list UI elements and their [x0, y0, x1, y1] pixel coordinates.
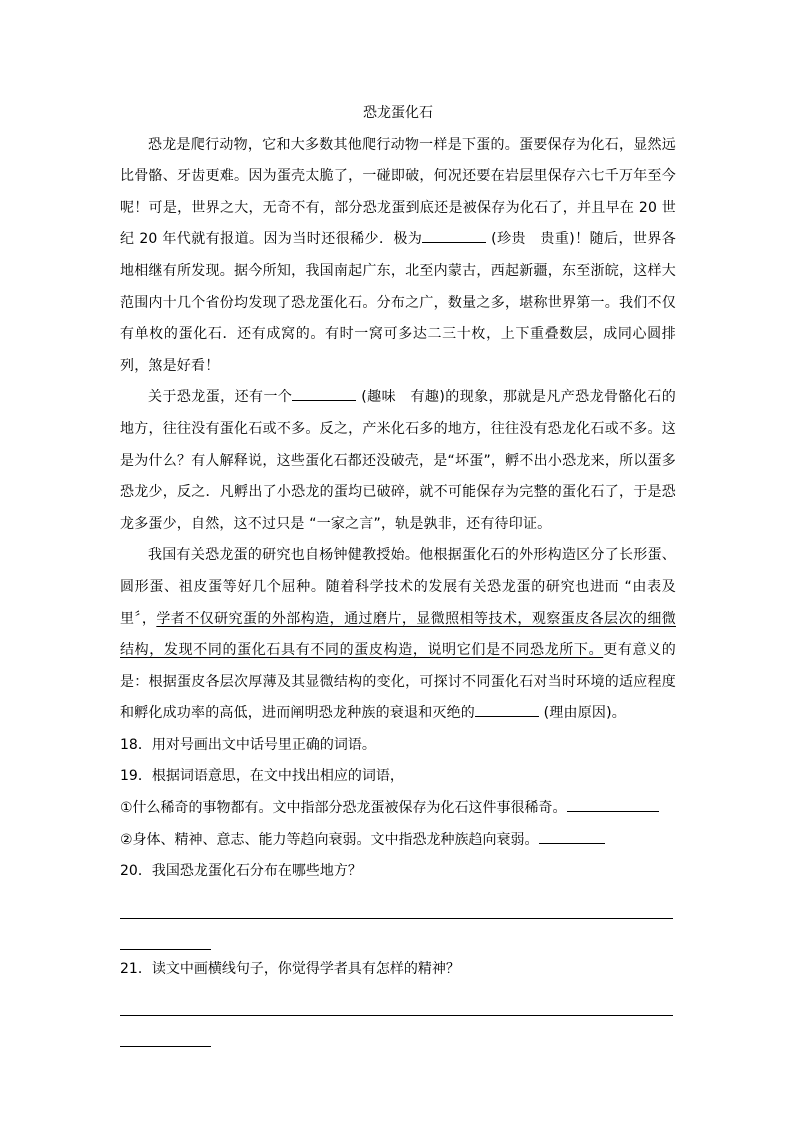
fill-blank-3[interactable] [475, 702, 539, 717]
paragraph-2-text-a: 关于恐龙蛋，还有一个 [148, 389, 293, 406]
paragraph-1-text-a: 恐龙是爬行动物，它和大多数其他爬行动物一样是下蛋的。蛋要保存为化石，显然远比骨骼、牙齿更难。因为蛋壳太脆了，一碰即破，何况还要在岩层里保存六七千万年至今呢！可是，世界之大，无奇不有，部分恐龙蛋到底还是被保存为化石了，并且早在 20 世纪 20 年代就有报道。因为当时还很稀少．极为 [120, 136, 676, 248]
fill-blank-1[interactable] [422, 228, 486, 243]
question-18: 18．用对号画出文中话号里正确的词语。 [120, 736, 376, 753]
paragraph-3-text-a: 我国有关恐龙蛋的研究也自杨钟健教授始。他根据蛋化石的外形构造区分了长形蛋、圆形蛋、祖皮蛋等好几个屈种。随着科学技术的发展有关恐龙蛋的研究也进而 “由表及里〞， [120, 547, 676, 627]
question-19-item-2-text: ②身体、精神、意志、能力等趋向衰弱。文中指恐龙种族趋向衰弱。 [120, 831, 539, 848]
answer-line-20-a[interactable] [120, 888, 673, 919]
paragraph-3-text-b: 更有意义的是：根据蛋皮各层次厚薄及其显微结构的变化，可探讨不同蛋化石对当时环境的适应程度和孵化成功率的高低，进而阐明恐龙种族的衰退和灭绝的 [120, 642, 676, 722]
answer-line-20-b[interactable] [120, 919, 211, 950]
word-choice-1: (珍贵 贵重) [486, 231, 575, 248]
document-page [120, 98, 676, 1047]
answer-blank-19-1[interactable] [567, 797, 659, 812]
paragraph-1-text-b: ！随后，世界各地相继有所发现。据今所知，我国南起广东，北至内蒙古，西起新疆，东至浙皖，这样大范围内十几个省份均发现了恐龙蛋化石。分布之广，数量之多，堪称世界第一。我们不仅有单枚的蛋化石．还有成窝的。有时一窝可多达二三十枚，上下重叠数层，成同心圆排列，煞是好看！ [120, 231, 676, 374]
answer-line-21-b[interactable] [120, 1016, 211, 1047]
word-choice-2: (趣味 有趣) [356, 389, 446, 406]
question-21: 21．读文中画横线句子，你觉得学者具有怎样的精神？ [120, 960, 460, 977]
paragraph-2-text-b: 的现象，那就是凡产恐龙骨骼化石的地方，往往没有蛋化石或不多。反之，产米化石多的地方，往往没有恐龙化石或不多。这是为什么？有人解释说，这些蛋化石都还没破壳，是“坏蛋”，孵不出小恐龙来，所以蛋多恐龙少，反之．凡孵出了小恐龙的蛋均已破碎，就不可能保存为完整的蛋化石了，于是恐龙多蛋少，自然，这不过只是 “一家之言”，轨是孰非，还有待印证。 [120, 389, 677, 532]
question-19: 19．根据词语意思，在文中找出相应的词语， [120, 768, 404, 785]
question-19-item-1 [120, 793, 676, 825]
underlined-sentence: 学者不仅研究蛋的外部构造，通过磨片，显微照相等技术，观察蛋皮各层次的细微结构，发现不同的蛋化石具有不同的蛋皮构造，说明它们是不同恐龙所下。 [120, 610, 676, 659]
fill-blank-2[interactable] [292, 386, 356, 401]
question-20: 20．我国恐龙蛋化石分布在哪些地方？ [120, 863, 362, 880]
paragraph-2 [120, 382, 676, 540]
article-title: 恐龙蛋化石 [363, 105, 433, 121]
answer-line-21-a[interactable] [120, 985, 673, 1016]
question-19-item-1-text: ①什么稀奇的事物都有。文中指部分恐龙蛋被保存为化石这件事很稀奇。 [120, 800, 567, 817]
word-choice-3: (理由原因)。 [539, 705, 626, 722]
paragraph-3 [120, 540, 676, 730]
question-19-item-2 [120, 825, 676, 857]
answer-blank-19-2[interactable] [539, 829, 605, 844]
paragraph-1 [120, 130, 676, 383]
